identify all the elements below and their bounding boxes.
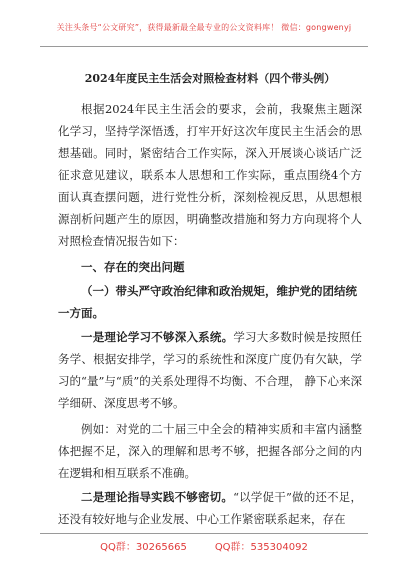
header-banner: 关注头条号“公文研究”，获得最新最全最专业的公文资料库！ 微信：gongwenyj: [56, 23, 352, 32]
point-one-lead: 一是理论学习不够深入系统。: [81, 330, 234, 344]
document-body: [58, 64, 362, 530]
point-two-lead: 二是理论指导实践不够密切。: [81, 490, 234, 504]
footer-qq-group-1: QQ群：30265665: [100, 542, 187, 553]
footer: [0, 538, 408, 553]
intro-paragraph: 根据2024年民主生活会的要求，会前，我聚焦主题深化学习，坚持学深悟透，打牢开好这次年度民主生活会的思想基础。同时，紧密结合工作实际，深入开展谈心谈话广泛征求意见建议，联系本人思想和工作实际，重点围绕4个方面认真查摆问题，进行党性分析，深刻检视反思，从思想根源剖析问题产生的原因，明确整改措施和努力方向现将个人对照检查情况报告如下：: [58, 102, 362, 248]
document-title: 2024年度民主生活会对照检查材料（四个带头例）: [84, 72, 336, 85]
footer-divider: [40, 533, 368, 534]
point-two-paragraph: [58, 486, 362, 530]
example-paragraph: 例如：对党的二十届三中全会的精神实质和丰富内涵整体把握不足，深入的理解和思考不够，把握各部分之间的内在逻辑和相互联系不准确。: [58, 422, 362, 480]
sub-heading: （一）带头严守政治纪律和政治规矩，维护党的团结统一方面。: [58, 284, 357, 320]
point-two-body: “以学促干”做的还不足，还没有较好地与企业发展、中心工作紧密联系起来，存在: [58, 490, 363, 526]
header-divider: [40, 46, 368, 47]
section-heading: 一、存在的突出问题: [81, 260, 185, 274]
point-one-paragraph: [58, 326, 362, 414]
footer-qq-group-2: QQ群：535304092: [214, 542, 308, 553]
point-one-body: 学习大多数时候是按照任务学、根据安排学，学习的系统性和深度广度仍有欠缺，学习的“量”与“质”的关系处理得不均衡、不合理， 静下心来深学细研、深度思考不够。: [58, 330, 363, 410]
